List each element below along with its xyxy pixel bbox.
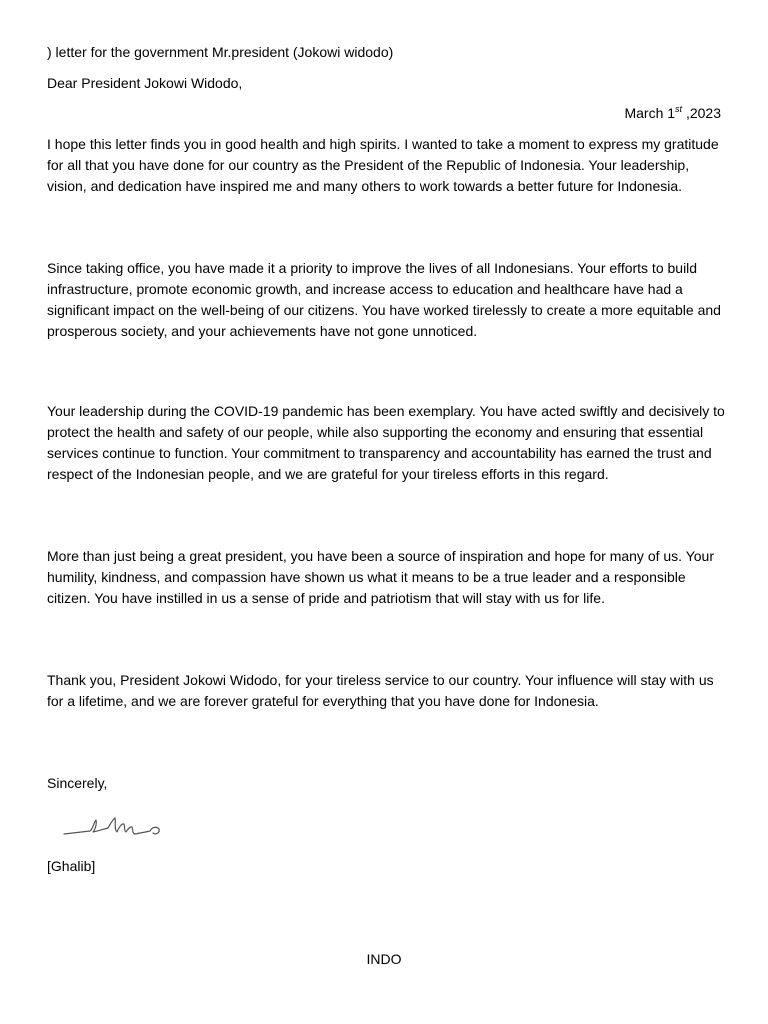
letter-heading: ) letter for the government Mr.president (Jokowi widodo) [47,44,394,60]
signature-name: [Ghalib] [47,858,96,874]
date-year: ,2023 [685,105,721,121]
paragraph-3: Your leadership during the COVID-19 pandemic has been exemplary. You have acted swiftly and decisively to protect the health and safety of our people, while also supporting the economy and ensuring that essential services continue to function. Your commitment to transparency and accountability has earned the trust and respect of the Indonesian people, and we are grateful for your tireless efforts in this regard. [47,403,725,482]
salutation: Dear President Jokowi Widodo, [47,75,243,91]
date-ordinal-suffix: st [675,104,683,114]
paragraph-1: I hope this letter finds you in good health and high spirits. I wanted to take a moment to express my gratitude for all that you have done for our country as the President of the Republic of Indonesia. Your leadership, vision, and dedication have inspired me and many others to work towards a better future for Indonesia. [47,136,719,194]
paragraph-4: More than just being a great president, you have been a source of inspiration and hope for many of us. Your humility, kindness, and compassion have shown us what it means to be a true leader and a responsible citizen. You have instilled in us a sense of pride and patriotism that will stay with us for life. [47,548,714,606]
paragraph-2: Since taking office, you have made it a priority to improve the lives of all Indonesians. Your efforts to build infrastructure, promote economic growth, and increase access to education and healthcare have had a significant impact on the well-being of our citizens. You have worked tirelessly to create a more equitable and prosperous society, and your achievements have not gone unnoticed. [47,260,721,339]
letter-date [624,103,721,124]
footer-label: INDO [366,951,402,967]
closing: Sincerely, [47,775,108,791]
paragraph-5: Thank you, President Jokowi Widodo, for your tireless service to our country. Your influence will stay with us for a lifetime, and we are forever grateful for everything that you have done for Indonesia. [47,672,714,709]
handwritten-signature [62,812,172,842]
date-month-day: March 1 [624,105,676,121]
